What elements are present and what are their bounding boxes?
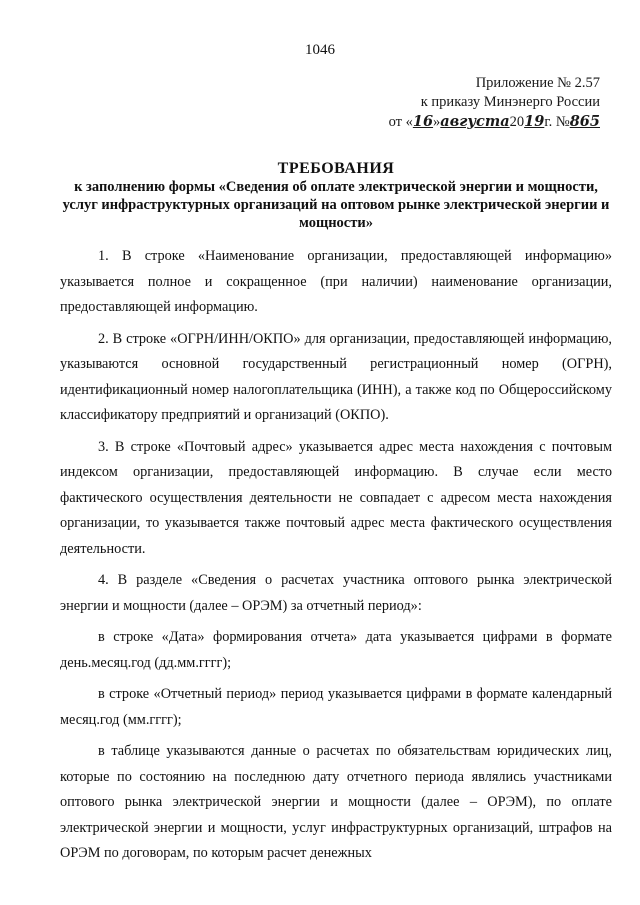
date-mid: » (433, 114, 441, 130)
appendix-line-1: Приложение № 2.57 (475, 75, 600, 91)
paragraph-4: 4. В разделе «Сведения о расчетах участника оптового рынка электрической энергии и мощности (далее – ОРЭМ) за отчетный период»: (60, 572, 612, 614)
appendix-line-3 (389, 112, 600, 132)
order-number-label: г. № (544, 114, 570, 130)
paragraph-4-table: в таблице указываются данные о расчетах по обязательствам юридических лиц, которые по состоянию на последнюю дату отчетного периода являлись участниками оптового рынка электрической энергии и мощности (далее – ОРЭМ), по оплате электрической энергии и мощности, услуг инфраструктурных организаций, штрафов на ОРЭМ по договорам, по которым расчет денежных (60, 743, 612, 861)
appendix-line-2: к приказу Минэнерго России (420, 94, 600, 110)
document-title (56, 160, 616, 232)
title-subtitle: к заполнению формы «Сведения об оплате электрической энергии и мощности, услуг инфраструктурных организаций на оптовом рынке электрической энергии и мощности» (62, 179, 610, 231)
paragraph-4-date: в строке «Дата» формирования отчета» дата указывается цифрами в формате день.месяц.год (дд.мм.гггг); (60, 629, 612, 671)
paragraph-3: 3. В строке «Почтовый адрес» указывается адрес места нахождения с почтовым индексом организации, предоставляющей информацию. В случае если место фактического осуществления деятельности не совпадает с адресом места нахождения организации, то указывается также почтовый адрес места фактического осуществления деятельности. (60, 438, 612, 557)
paragraph-2: 2. В строке «ОГРН/ИНН/ОКПО» для организации, предоставляющей информацию, указываются основной государственный регистрационный номер (ОГРН), идентификационный номер налогоплательщика (ИНН), а также код по Общероссийскому классификатору предприятий и организаций (ОКПО). (60, 330, 612, 423)
appendix-header (389, 74, 600, 132)
date-year-suffix: 19 (524, 113, 545, 130)
paragraph-4-period: в строке «Отчетный период» период указывается цифрами в формате календарный месяц.год (мм.гггг); (60, 686, 612, 728)
order-number: 865 (569, 113, 600, 130)
date-prefix: от « (388, 114, 413, 130)
date-day: 16 (412, 113, 434, 130)
page-number: 1046 (305, 42, 335, 58)
title-main: ТРЕБОВАНИЯ (277, 160, 395, 177)
date-year-prefix: 20 (509, 114, 525, 130)
paragraph-1: 1. В строке «Наименование организации, предоставляющей информацию» указывается полное и сокращенное (при наличии) наименование организации, предоставляющей информацию. (60, 248, 612, 315)
document-body (60, 244, 612, 873)
date-month: августа (440, 113, 510, 130)
